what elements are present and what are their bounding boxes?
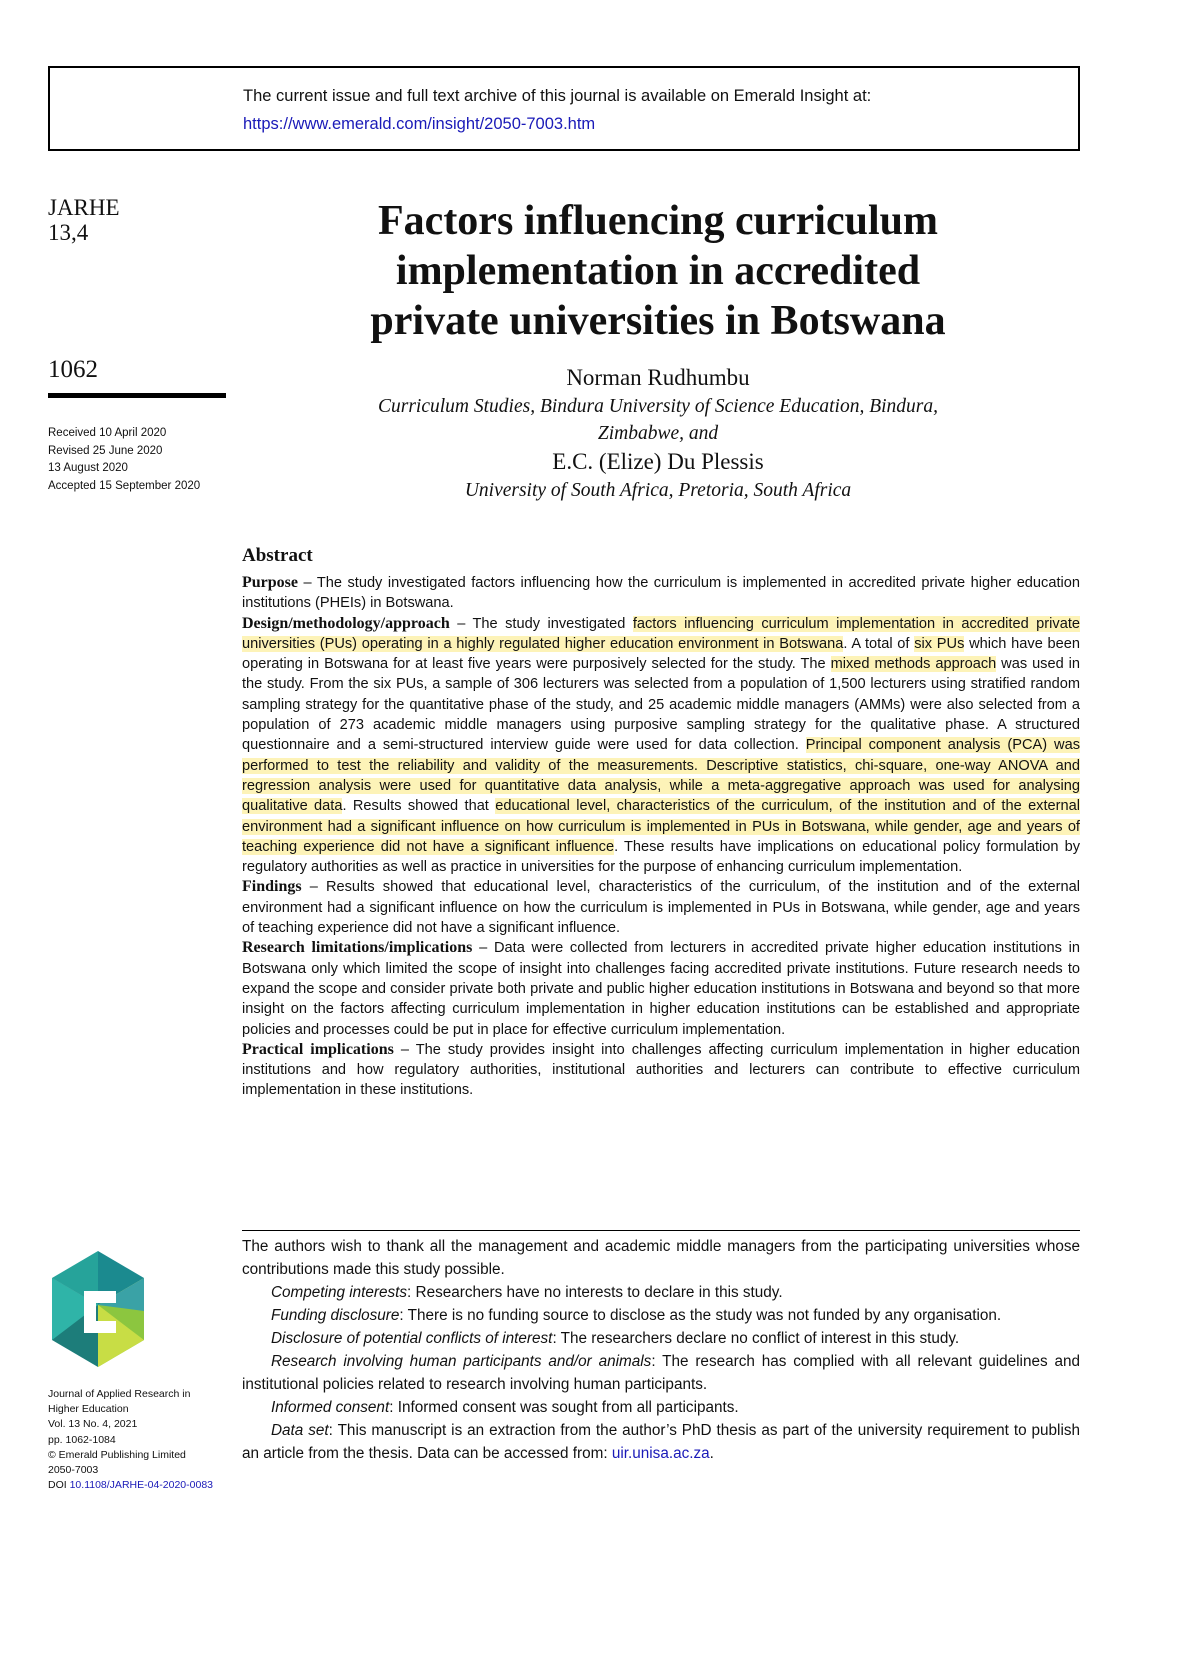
abstract-heading: Abstract: [242, 545, 313, 566]
limitations-label: Research limitations/implications: [242, 939, 473, 957]
consent-label: Informed consent: [271, 1399, 390, 1416]
date-revised-2: 13 August 2020: [48, 462, 128, 474]
date-received: Received 10 April 2020: [48, 427, 167, 439]
page-number: 1062: [48, 356, 98, 383]
journal-availability-box: [48, 66, 1080, 151]
abstract-practical: [242, 1040, 1080, 1101]
journal-abbrev: JARHE: [48, 195, 120, 220]
design-text: which have been operating in Botswana for at least five years were purposively selected for the study. The: [242, 635, 1081, 673]
limitations-text: – Data were collected from lecturers in accredited private higher education institutions in Botswana only which limited the scope of insight into challenges facing accredited private institutions. Future research needs to expand the scope and consider private both private and public higher education institutions in Botswana and beyond so that more insight on the factors affecting curriculum implementation in higher education institutions can be established and appropriate policies and processes could be put in place for effective curriculum implementation.: [242, 940, 1080, 1038]
footnote-rule: [242, 1230, 1080, 1231]
title-line: private universities in Botswana: [370, 298, 946, 344]
footnote-consent: [242, 1396, 1080, 1419]
footnote-conflicts: [242, 1327, 1080, 1350]
volume-issue: 13,4: [48, 220, 89, 245]
findings-label: Findings: [242, 878, 302, 896]
design-text: was used in the study. From the six PUs, a sample of 306 lecturers was selected from a population of 1,500 lecturers using stratified random sampling strategy for the quantitative phase of the study, and 25 academic middle managers (AMMs) were also selected from a population of 273 academic middle managers using purposive sampling strategy for the qualitative phase. A structured questionnaire and a semi-structured interview guide were used for data collection.: [242, 656, 1081, 754]
abstract-findings: [242, 877, 1080, 938]
design-text: . A total of: [843, 635, 915, 652]
sidebar-rule: [48, 393, 226, 398]
conflicts-label: Disclosure of potential conflicts of interest: [271, 1330, 553, 1347]
emerald-logo-icon: [44, 1251, 152, 1367]
footnote-dataset: [242, 1419, 1080, 1465]
practical-label: Practical implications: [242, 1040, 394, 1058]
dataset-end: .: [709, 1445, 714, 1462]
journal-name: Higher Education: [48, 1403, 129, 1416]
consent-text: : Informed consent was sought from all participants.: [389, 1399, 739, 1416]
footnote-thanks: The authors wish to thank all the management and academic middle managers from the participating universities whose contributions made this study possible.: [242, 1238, 1080, 1278]
doi-label: DOI: [48, 1479, 70, 1492]
journal-volume: Vol. 13 No. 4, 2021: [48, 1418, 138, 1431]
doi-link[interactable]: 10.1108/JARHE-04-2020-0083: [69, 1479, 213, 1492]
dataset-link[interactable]: uir.unisa.ac.za: [611, 1445, 710, 1462]
abstract-purpose: [242, 573, 1080, 614]
purpose-label: Purpose: [242, 574, 298, 591]
highlighted-text: factors influencing curriculum implementation in accredited private universities (PUs) operating in a highly regulated higher education environment in Botswana: [242, 615, 1080, 652]
title-line: Factors influencing curriculum: [378, 198, 938, 244]
journal-publisher: © Emerald Publishing Limited: [48, 1448, 186, 1461]
journal-name: Journal of Applied Research in: [48, 1388, 191, 1400]
practical-text: – The study provides insight into challenges affecting curriculum implementation in higher education institutions and how regulatory authorities, institutional authorities and lecturers can contribute to effective curriculum implementation in these institutions.: [242, 1041, 1080, 1099]
abstract-section: [242, 545, 1080, 1101]
abstract-limitations: [242, 938, 1080, 1039]
author-block: [236, 363, 1080, 504]
author-name: E.C. (Elize) Du Plessis: [552, 449, 764, 474]
competing-text: : Researchers have no interests to declare in this study.: [407, 1284, 783, 1301]
journal-doi: [48, 1478, 213, 1493]
highlighted-text: Principal component analysis (PCA) was performed to test the reliability and validity of the measurements. Descriptive statistics, chi-square, one-way ANOVA and regression analysis were used for quantitative data analysis, while a meta-aggregative approach was used for analysing qualitative data: [242, 737, 1081, 815]
journal-issn: 2050-7003: [48, 1464, 99, 1477]
article-dates: [48, 425, 200, 495]
design-text: . These results have implications on educational policy formulation by regulatory authorities as well as practice in universities for the purpose of enhancing curriculum implementation.: [242, 838, 1080, 876]
journal-citation: [48, 195, 120, 245]
highlighted-text: educational level, characteristics of the curriculum, of the institution and of the external environment had a significant influence on how curriculum is implemented in PUs in Botswana, while gender, age and years of teaching experience did not have a significant influence: [242, 798, 1080, 855]
journal-info: [48, 1387, 213, 1493]
footnote-competing: [242, 1281, 1080, 1304]
research-label: Research involving human participants and/or animals: [271, 1353, 652, 1370]
availability-text: The current issue and full text archive of this journal is available on Emerald Insight at:: [243, 87, 872, 105]
date-revised: Revised 25 June 2020: [48, 444, 163, 457]
conflicts-text: : The researchers declare no conflict of interest in this study.: [552, 1330, 960, 1347]
funding-label: Funding disclosure: [271, 1307, 400, 1324]
title-line: implementation in accredited: [395, 248, 921, 294]
author-affiliation: Zimbabwe, and: [597, 423, 719, 444]
author-affiliation: University of South Africa, Pretoria, South Africa: [464, 480, 852, 501]
design-text: – The study investigated: [449, 615, 633, 632]
findings-text: – Results showed that educational level, characteristics of the curriculum, of the institution and of the external environment had a significant influence on how the curriculum is implemented in PUs in Botswana, while gender, age and years of teaching experience did not have a significant influence.: [242, 879, 1080, 937]
dataset-label: Data set: [271, 1422, 329, 1439]
purpose-text: – The study investigated factors influencing how the curriculum is implemented in accredited private higher education institutions (PHEIs) in Botswana.: [242, 575, 1080, 612]
design-text: . Results showed that: [342, 798, 496, 815]
competing-label: Competing interests: [271, 1284, 408, 1301]
highlighted-text: mixed methods approach: [830, 656, 997, 673]
author-affiliation: Curriculum Studies, Bindura University of Science Education, Bindura,: [377, 396, 938, 417]
journal-url-link[interactable]: https://www.emerald.com/insight/2050-7003.htm: [243, 115, 596, 133]
abstract-design: [242, 614, 1080, 878]
footnotes: [242, 1235, 1080, 1465]
funding-text: : There is no funding source to disclose as the study was not funded by any organisation.: [399, 1307, 1002, 1324]
dataset-text: : This manuscript is an extraction from the author’s PhD thesis as part of the university requirement to publish an article from the thesis. Data can be accessed from:: [242, 1422, 1081, 1462]
highlighted-text: six PUs: [914, 635, 965, 652]
footnote-research: [242, 1350, 1080, 1396]
design-label: Design/methodology/approach: [242, 614, 450, 632]
journal-pages: pp. 1062-1084: [48, 1433, 116, 1446]
date-accepted: Accepted 15 September 2020: [48, 479, 201, 492]
research-text: : The research has complied with all relevant guidelines and institutional policies related to research involving human participants.: [242, 1353, 1080, 1393]
author-name: Norman Rudhumbu: [566, 365, 750, 390]
footnote-funding: [242, 1304, 1080, 1327]
article-title: [236, 196, 1080, 346]
